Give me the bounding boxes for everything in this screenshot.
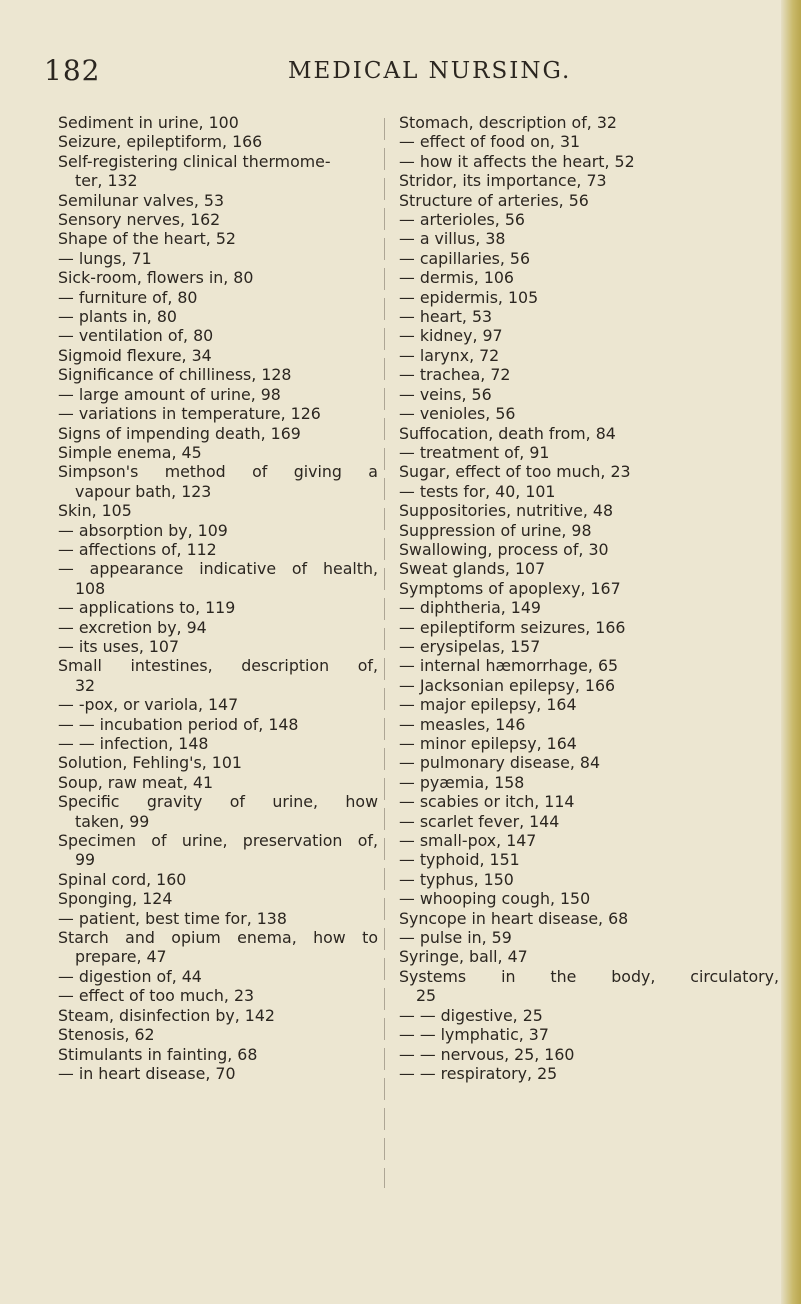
index-entry: Systems in the body, circulatory, [399,966,779,986]
index-entry: — — nervous, 25, 160 [399,1044,575,1064]
index-entry: — — incubation period of, 148 [58,714,299,734]
index-entry: — a villus, 38 [399,229,506,249]
index-entry: — scarlet fever, 144 [399,811,560,831]
index-entry: — scabies or itch, 114 [399,792,575,812]
index-entry: Sick-room, flowers in, 80 [58,268,254,288]
index-entry: Significance of chilliness, 128 [58,365,292,385]
index-entry: — in heart disease, 70 [58,1063,236,1083]
index-entry: — how it affects the heart, 52 [399,151,635,171]
index-entry: — excretion by, 94 [58,617,207,637]
index-entry: Sediment in urine, 100 [58,113,239,132]
index-entry: — arterioles, 56 [399,210,525,230]
index-entry: — large amount of urine, 98 [58,384,281,404]
index-entry: — — infection, 148 [58,734,209,753]
index-entry: Seizure, epileptiform, 166 [58,132,263,152]
index-entry: — patient, best time for, 138 [58,908,287,928]
index-entry: Syringe, ball, 47 [399,947,528,967]
index-entry: — absorption by, 109 [58,520,228,540]
index-entry: — epidermis, 105 [399,287,539,307]
column-divider [384,118,385,1188]
index-entry: Self-registering clinical thermome- [58,151,331,171]
index-entry: Suffocation, death from, 84 [399,423,616,443]
index-entry: — variations in temperature, 126 [58,404,321,424]
index-entry: Stenosis, 62 [58,1025,155,1045]
index-entry: Suppression of urine, 98 [399,520,592,540]
index-entry: — effect of food on, 31 [399,132,581,152]
index-entry: 25 [416,986,437,1006]
index-entry: — — digestive, 25 [399,1005,543,1025]
index-entry: Shape of the heart, 52 [58,229,236,249]
index-entry: Signs of impending death, 169 [58,423,301,443]
index-entry: Semilunar valves, 53 [58,190,224,210]
index-entry: 32 [75,675,96,695]
index-entry: — pulse in, 59 [399,928,512,948]
index-entry: — — respiratory, 25 [399,1063,558,1083]
index-entry: — minor epilepsy, 164 [399,734,577,753]
index-entry: Starch and opium enema, how to [58,928,378,948]
running-title: MEDICAL NURSING. [288,58,572,84]
index-entry: Simpson's method of giving a [58,462,378,482]
index-entry: — internal hæmorrhage, 65 [399,656,619,676]
index-entry: Small intestines, description of, [58,656,378,676]
index-entry: — -pox, or variola, 147 [58,695,239,715]
index-entry: Sigmoid flexure, 34 [58,345,212,365]
index-entry: 99 [75,850,96,870]
index-entry: Spinal cord, 160 [58,869,187,889]
index-entry: Specific gravity of urine, how [58,792,378,812]
index-entry: — Jacksonian epilepsy, 166 [399,675,616,695]
index-column-right [399,113,779,1083]
index-entry: Solution, Fehling's, 101 [58,753,242,773]
index-entry: — pyæmia, 158 [399,772,525,792]
index-entry: Suppositories, nutritive, 48 [399,501,614,521]
index-entry: — heart, 53 [399,307,493,327]
index-entry: Simple enema, 45 [58,442,202,462]
index-entry: — its uses, 107 [58,636,180,656]
index-column-left [58,113,378,1083]
index-entry: — capillaries, 56 [399,248,531,268]
index-entry: Stomach, description of, 32 [399,113,617,132]
index-entry: Sweat glands, 107 [399,559,546,579]
index-entry: — ventilation of, 80 [58,326,214,346]
index-entry: — typhus, 150 [399,869,514,889]
index-entry: — typhoid, 151 [399,850,520,870]
index-entry: — — lymphatic, 37 [399,1025,549,1045]
index-entry: — pulmonary disease, 84 [399,753,600,773]
index-entry: 108 [75,578,106,598]
index-entry: — epileptiform seizures, 166 [399,617,626,637]
index-entry: Specimen of urine, preservation of, [58,831,378,851]
index-entry: — measles, 146 [399,714,526,734]
index-entry: — appearance indicative of health, [58,559,378,579]
index-entry: Symptoms of apoplexy, 167 [399,578,621,598]
index-entry: — trachea, 72 [399,365,511,385]
index-entry: — furniture of, 80 [58,287,198,307]
index-entry: — veins, 56 [399,384,492,404]
index-entry: — larynx, 72 [399,345,500,365]
index-entry: Swallowing, process of, 30 [399,539,609,559]
index-entry: ter, 132 [75,171,138,191]
index-entry: — digestion of, 44 [58,966,202,986]
index-entry: Soup, raw meat, 41 [58,772,214,792]
index-entry: Stridor, its importance, 73 [399,171,607,191]
index-entry: Skin, 105 [58,501,132,521]
index-entry: — dermis, 106 [399,268,514,288]
index-entry: — kidney, 97 [399,326,503,346]
index-entry: — erysipelas, 157 [399,636,541,656]
page-edge [781,0,801,1304]
index-entry: — major epilepsy, 164 [399,695,577,715]
index-entry: — whooping cough, 150 [399,889,591,909]
index-entry: Stimulants in fainting, 68 [58,1044,258,1064]
index-entry: Syncope in heart disease, 68 [399,908,629,928]
index-entry: — small-pox, 147 [399,831,537,851]
index-entry: — affections of, 112 [58,539,217,559]
index-entry: — venioles, 56 [399,404,516,424]
index-entry: Sensory nerves, 162 [58,210,221,230]
page-header [44,54,724,94]
page-number: 182 [44,54,101,87]
index-entry: Steam, disinfection by, 142 [58,1005,275,1025]
index-entry: vapour bath, 123 [75,481,212,501]
index-entry: — tests for, 40, 101 [399,481,556,501]
index-entry: — treatment of, 91 [399,442,550,462]
index-entry: Sponging, 124 [58,889,173,909]
index-entry: taken, 99 [75,811,150,831]
index-entry: — lungs, 71 [58,248,152,268]
index-entry: — diphtheria, 149 [399,598,541,618]
index-entry: — applications to, 119 [58,598,236,618]
index-entry: Sugar, effect of too much, 23 [399,462,631,482]
index-entry: Structure of arteries, 56 [399,190,589,210]
index-entry: — effect of too much, 23 [58,986,255,1006]
index-entry: prepare, 47 [75,947,167,967]
index-entry: — plants in, 80 [58,307,177,327]
